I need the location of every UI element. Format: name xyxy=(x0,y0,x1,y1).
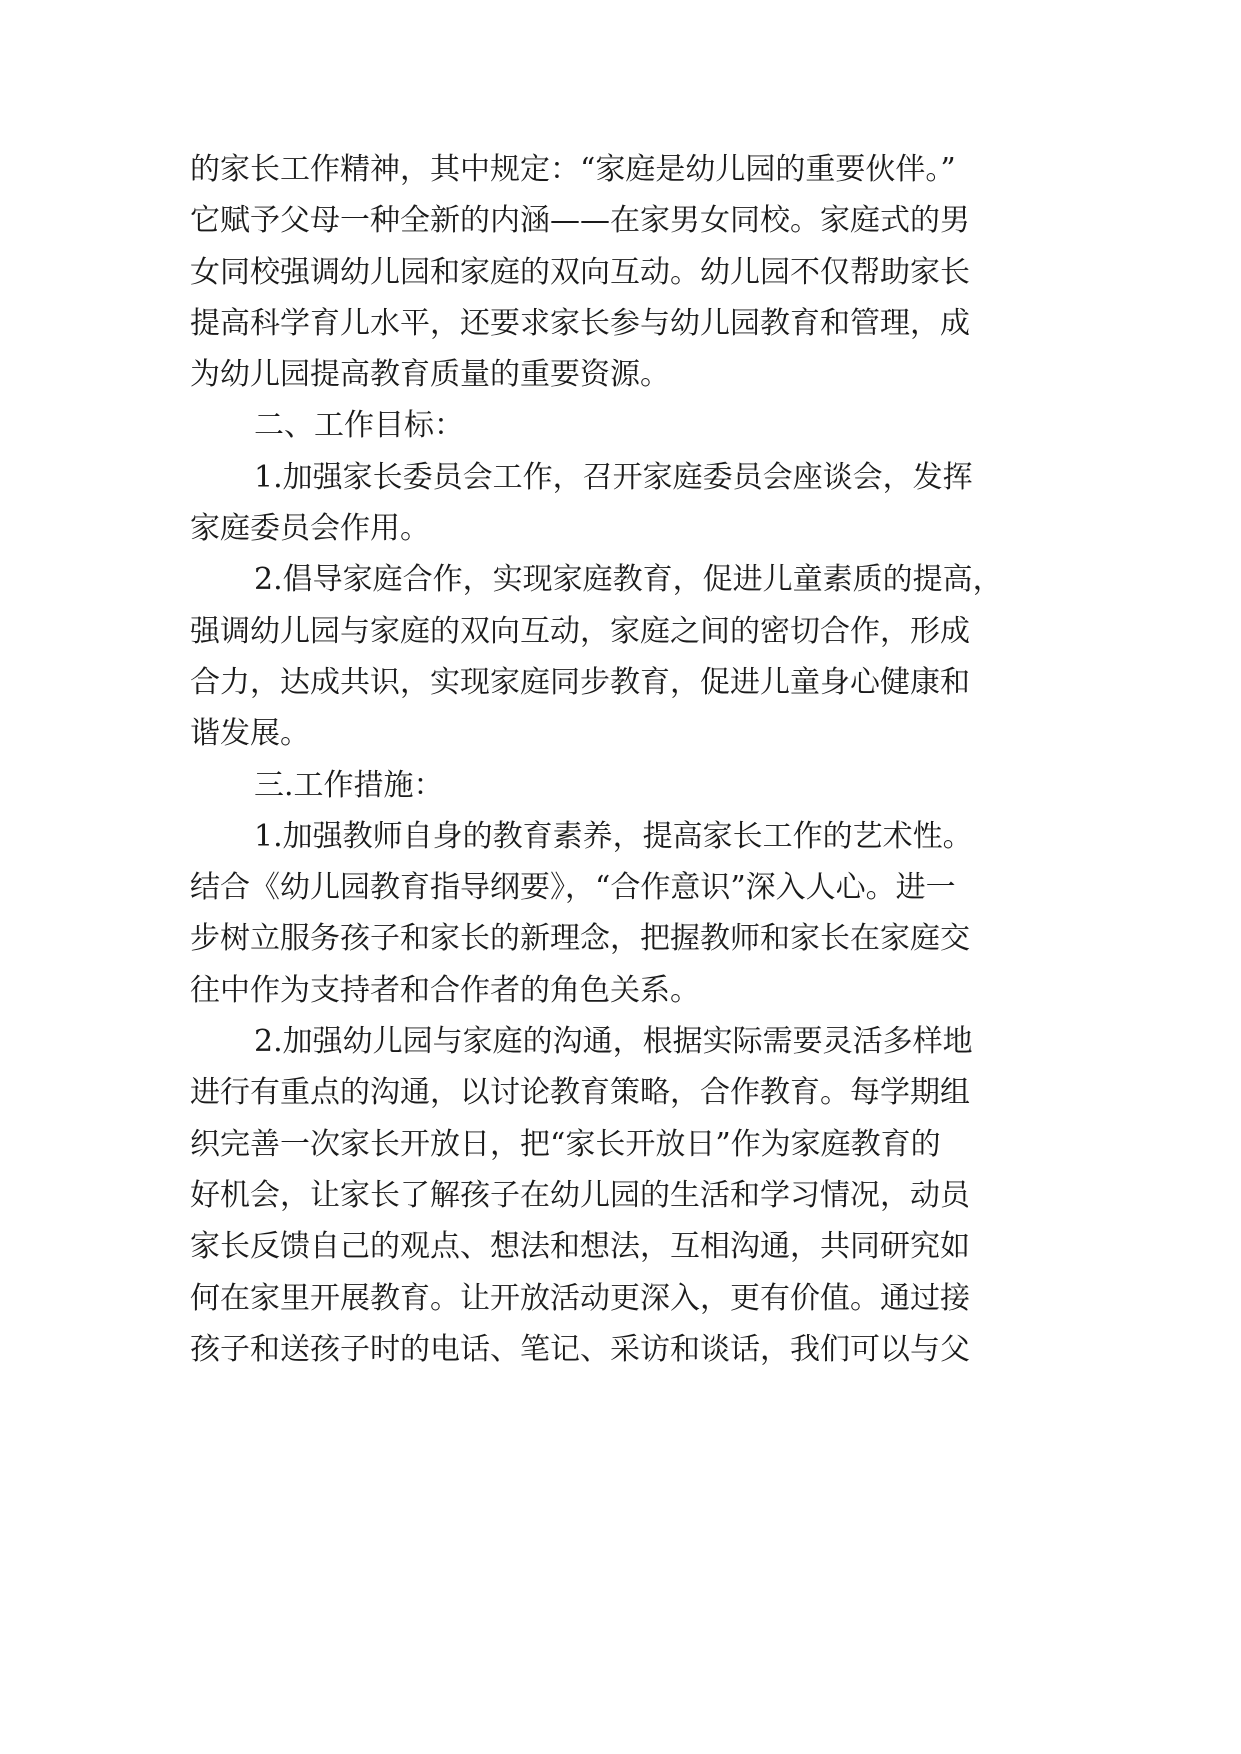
text-line: 的家长工作精神，其中规定：“家庭是幼儿园的重要伙伴。” xyxy=(190,152,956,187)
text-line: 合力，达成共识，实现家庭同步教育，促进儿童身心健康和 xyxy=(190,665,970,700)
text-line: 结合《幼儿园教育指导纲要》，“合作意识”深入人心。进一 xyxy=(190,870,956,905)
text-line: 女同校强调幼儿园和家庭的双向互动。幼儿园不仅帮助家长 xyxy=(190,255,970,290)
text-line: 强调幼儿园与家庭的双向互动，家庭之间的密切合作，形成 xyxy=(190,614,970,649)
text-line: 家长反馈自己的观点、想法和想法，互相沟通，共同研究如 xyxy=(190,1229,970,1264)
text-line: 好机会，让家长了解孩子在幼儿园的生活和学习情况，动员 xyxy=(190,1178,970,1213)
text-line: 家庭委员会作用。 xyxy=(190,511,430,546)
text-line: 提高科学育儿水平，还要求家长参与幼儿园教育和管理，成 xyxy=(190,306,970,341)
text-line: 何在家里开展教育。让开放活动更深入，更有价值。通过接 xyxy=(190,1281,970,1316)
text-line: 为幼儿园提高教育质量的重要资源。 xyxy=(190,357,670,392)
text-line: 1.加强家长委员会工作，召开家庭委员会座谈会，发挥 xyxy=(254,460,973,495)
text-line: 2.加强幼儿园与家庭的沟通，根据实际需要灵活多样地 xyxy=(254,1024,973,1059)
text-line: 步树立服务孩子和家长的新理念，把握教师和家长在家庭交 xyxy=(190,921,970,956)
section-heading: 三.工作措施： xyxy=(254,768,444,803)
text-line: 2.倡导家庭合作，实现家庭教育，促进儿童素质的提高， xyxy=(254,562,1003,597)
text-line: 它赋予父母一种全新的内涵——在家男女同校。家庭式的男 xyxy=(190,203,970,238)
text-line: 进行有重点的沟通，以讨论教育策略，合作教育。每学期组 xyxy=(190,1075,970,1110)
text-line: 谐发展。 xyxy=(190,716,310,751)
text-line: 孩子和送孩子时的电话、笔记、采访和谈话，我们可以与父 xyxy=(190,1332,970,1367)
text-line: 织完善一次家长开放日，把“家长开放日”作为家庭教育的 xyxy=(190,1127,941,1162)
section-heading: 二、工作目标： xyxy=(254,408,464,443)
text-line: 1.加强教师自身的教育素养，提高家长工作的艺术性。 xyxy=(254,819,973,854)
text-line: 往中作为支持者和合作者的角色关系。 xyxy=(190,973,700,1008)
